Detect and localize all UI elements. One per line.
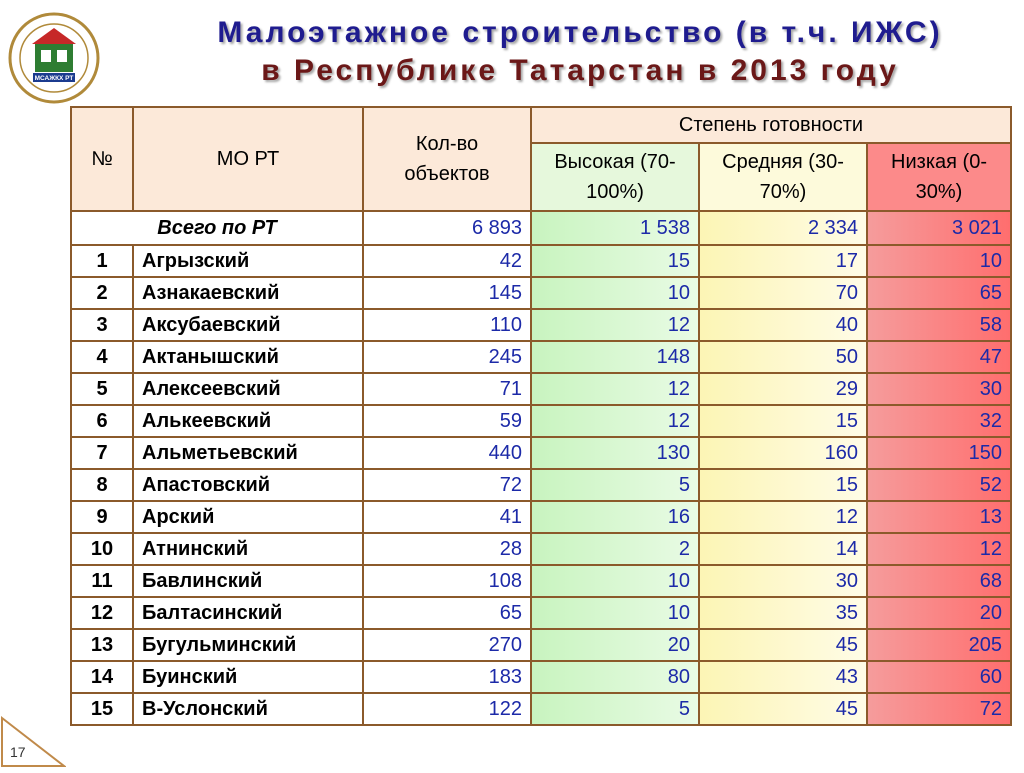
row-mid: 35: [699, 597, 867, 629]
row-mid: 43: [699, 661, 867, 693]
row-count: 65: [363, 597, 531, 629]
row-number: 8: [71, 469, 133, 501]
row-low: 30: [867, 373, 1011, 405]
row-mid: 15: [699, 469, 867, 501]
row-number: 15: [71, 693, 133, 725]
row-high: 148: [531, 341, 699, 373]
row-high: 10: [531, 597, 699, 629]
row-district: Актанышский: [133, 341, 363, 373]
row-low: 65: [867, 277, 1011, 309]
row-count: 110: [363, 309, 531, 341]
row-district: Атнинский: [133, 533, 363, 565]
row-count: 42: [363, 245, 531, 277]
row-low: 60: [867, 661, 1011, 693]
row-mid: 14: [699, 533, 867, 565]
row-number: 1: [71, 245, 133, 277]
total-row: [71, 211, 1011, 245]
row-number: 11: [71, 565, 133, 597]
row-high: 2: [531, 533, 699, 565]
header-mid: Средняя (30-70%): [699, 143, 867, 211]
row-district: Бавлинский: [133, 565, 363, 597]
row-high: 15: [531, 245, 699, 277]
header-high: Высокая (70-100%): [531, 143, 699, 211]
row-low: 13: [867, 501, 1011, 533]
row-mid: 15: [699, 405, 867, 437]
logo: [8, 12, 100, 104]
row-district: Аксубаевский: [133, 309, 363, 341]
row-low: 47: [867, 341, 1011, 373]
row-district: Альметьевский: [133, 437, 363, 469]
row-mid: 160: [699, 437, 867, 469]
row-count: 59: [363, 405, 531, 437]
row-count: 122: [363, 693, 531, 725]
row-high: 80: [531, 661, 699, 693]
row-number: 4: [71, 341, 133, 373]
row-mid: 50: [699, 341, 867, 373]
row-number: 2: [71, 277, 133, 309]
row-low: 205: [867, 629, 1011, 661]
row-number: 9: [71, 501, 133, 533]
row-low: 12: [867, 533, 1011, 565]
row-number: 5: [71, 373, 133, 405]
construction-table: [70, 106, 1012, 726]
table-row: [71, 693, 1011, 725]
slide-title: [150, 14, 1010, 90]
row-count: 28: [363, 533, 531, 565]
total-count: 6 893: [363, 211, 531, 245]
table-row: [71, 245, 1011, 277]
row-number: 12: [71, 597, 133, 629]
row-number: 6: [71, 405, 133, 437]
table-row: [71, 309, 1011, 341]
row-high: 20: [531, 629, 699, 661]
total-low: 3 021: [867, 211, 1011, 245]
table-row: [71, 629, 1011, 661]
row-count: 108: [363, 565, 531, 597]
row-count: 270: [363, 629, 531, 661]
table-row: [71, 437, 1011, 469]
row-mid: 70: [699, 277, 867, 309]
table-row: [71, 565, 1011, 597]
row-district: Азнакаевский: [133, 277, 363, 309]
row-mid: 29: [699, 373, 867, 405]
row-high: 10: [531, 277, 699, 309]
row-mid: 12: [699, 501, 867, 533]
row-high: 12: [531, 373, 699, 405]
page-number-badge: [0, 716, 66, 768]
header-readiness: Степень готовности: [531, 107, 1011, 143]
table-row: [71, 501, 1011, 533]
row-number: 7: [71, 437, 133, 469]
row-count: 440: [363, 437, 531, 469]
table-row: [71, 341, 1011, 373]
row-district: Буинский: [133, 661, 363, 693]
table-row: [71, 469, 1011, 501]
row-mid: 17: [699, 245, 867, 277]
logo-text: МСАЖКХ РТ: [34, 75, 74, 82]
row-count: 183: [363, 661, 531, 693]
row-count: 71: [363, 373, 531, 405]
row-count: 145: [363, 277, 531, 309]
header-mo: МО РТ: [133, 107, 363, 211]
table-row: [71, 373, 1011, 405]
title-line-2: в Республике Татарстан в 2013 году: [261, 54, 899, 87]
row-district: Балтасинский: [133, 597, 363, 629]
header-low: Низкая (0-30%): [867, 143, 1011, 211]
title-line-1: Малоэтажное строительство (в т.ч. ИЖС): [217, 16, 943, 49]
row-district: Алькеевский: [133, 405, 363, 437]
row-district: Бугульминский: [133, 629, 363, 661]
row-high: 10: [531, 565, 699, 597]
table-row: [71, 533, 1011, 565]
row-high: 12: [531, 309, 699, 341]
total-label: Всего по РТ: [71, 211, 363, 245]
row-mid: 30: [699, 565, 867, 597]
row-high: 16: [531, 501, 699, 533]
row-high: 12: [531, 405, 699, 437]
row-district: Апастовский: [133, 469, 363, 501]
row-low: 150: [867, 437, 1011, 469]
row-number: 10: [71, 533, 133, 565]
table-row: [71, 661, 1011, 693]
row-mid: 40: [699, 309, 867, 341]
row-low: 72: [867, 693, 1011, 725]
row-low: 32: [867, 405, 1011, 437]
total-mid: 2 334: [699, 211, 867, 245]
row-number: 14: [71, 661, 133, 693]
row-district: Арский: [133, 501, 363, 533]
row-count: 41: [363, 501, 531, 533]
row-district: В-Услонский: [133, 693, 363, 725]
row-low: 58: [867, 309, 1011, 341]
page-number: 17: [10, 744, 26, 760]
row-count: 245: [363, 341, 531, 373]
row-district: Агрызский: [133, 245, 363, 277]
row-high: 5: [531, 469, 699, 501]
header-count: Кол-во объектов: [363, 107, 531, 211]
table-row: [71, 405, 1011, 437]
row-low: 20: [867, 597, 1011, 629]
row-high: 130: [531, 437, 699, 469]
row-mid: 45: [699, 693, 867, 725]
table-row: [71, 277, 1011, 309]
row-number: 3: [71, 309, 133, 341]
row-number: 13: [71, 629, 133, 661]
row-mid: 45: [699, 629, 867, 661]
row-high: 5: [531, 693, 699, 725]
row-low: 10: [867, 245, 1011, 277]
row-count: 72: [363, 469, 531, 501]
header-num: №: [71, 107, 133, 211]
total-high: 1 538: [531, 211, 699, 245]
row-low: 52: [867, 469, 1011, 501]
row-low: 68: [867, 565, 1011, 597]
row-district: Алексеевский: [133, 373, 363, 405]
table-row: [71, 597, 1011, 629]
